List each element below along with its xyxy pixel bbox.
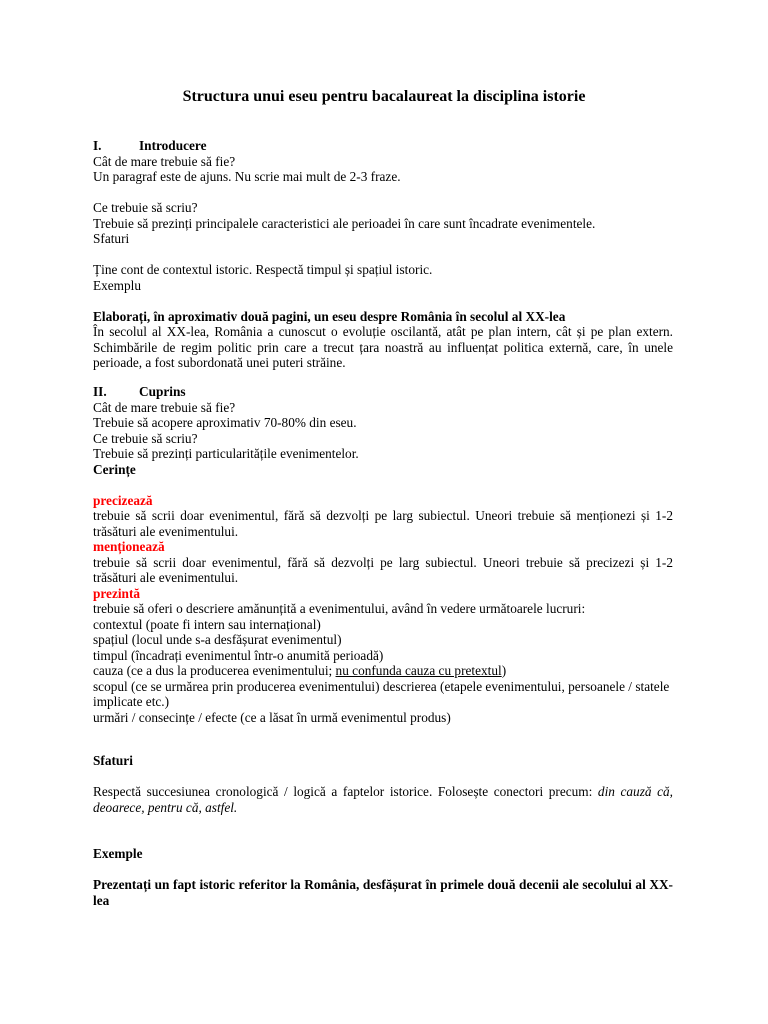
cause-closing: ): [501, 663, 507, 678]
section-body: [93, 384, 673, 725]
tips-connectors: din cauză că, deoarece, pentru că, astfel.: [93, 784, 673, 815]
body-question-1: Cât de mare trebuie să fie?: [93, 399, 236, 415]
section-tips: [93, 753, 673, 815]
term-precizeaza-desc: trebuie să scrii doar evenimentul, fără să dezvolți pe larg subiectul. Uneori trebuie să menționezi și 1-2 trăsături ale evenimentului.: [93, 508, 673, 539]
term-prezinta: prezintă: [93, 585, 141, 601]
list-item-cause: [93, 663, 673, 679]
tips-text-main: Respectă succesiunea cronologică / logică a faptelor istorice. Folosește conectori precum:: [93, 784, 598, 799]
body-numeral: II.: [93, 384, 107, 399]
body-heading: [93, 384, 673, 400]
list-item-purpose: scopul (ce se urmărea prin producerea evenimentului) descrierea (etapele evenimentului, persoanele / statele implicate etc.): [93, 678, 670, 709]
examples-heading: Exemple: [93, 846, 143, 861]
examples-task: Prezentați un fapt istoric referitor la România, desfășurat în primele două decenii ale secolului al XX-lea: [93, 877, 673, 908]
list-item-context: contextul (poate fi intern sau internațional): [93, 616, 321, 632]
intro-numeral: I.: [93, 138, 102, 153]
list-item-consequences: urmări / consecințe / efecte (ce a lăsat în urmă evenimentul produs): [93, 709, 451, 725]
term-mentioneaza: menționează: [93, 539, 165, 554]
cause-underlined-text: nu confunda cauza cu pretextul: [335, 663, 502, 678]
cause-text: cauza (ce a dus la producerea evenimentului;: [93, 663, 336, 678]
intro-heading: [93, 138, 673, 154]
section-introduction: [93, 138, 673, 371]
term-precizeaza: precizează: [93, 492, 153, 508]
intro-answer-2: Trebuie să prezinți principalele caracteristici ale perioadei în care sunt încadrate evenimentele.: [93, 215, 596, 231]
intro-example-text: În secolul al XX-lea, România a cunoscut o evoluție oscilantă, atât pe plan intern, cât și pe plan extern. Schimbările de regim politic prin care a trecut țara noastră au influențat politica externă, care, în unele perioade, a fost subordonată unei puteri străine.: [93, 324, 673, 370]
term-prezinta-desc: trebuie să oferi o descriere amănunțită a evenimentului, având în vedere următoarele lucruri:: [93, 601, 586, 616]
intro-example-title: Elaborați, în aproximativ două pagini, un eseu despre România în secolul al XX-lea: [93, 308, 566, 324]
tips-text: [93, 784, 673, 815]
section-examples: [93, 846, 673, 908]
intro-answer-1: Un paragraf este de ajuns. Nu scrie mai mult de 2-3 fraze.: [93, 169, 401, 184]
intro-heading-text: Introducere: [139, 138, 207, 153]
intro-question-2: Ce trebuie să scriu?: [93, 200, 198, 215]
requirements-heading: Cerințe: [93, 461, 136, 477]
intro-question-1: Cât de mare trebuie să fie?: [93, 153, 236, 169]
intro-example-label: Exemplu: [93, 277, 142, 293]
tips-heading: Sfaturi: [93, 753, 133, 768]
list-item-time: timpul (încadrați evenimentul într-o anumită perioadă): [93, 647, 384, 663]
body-heading-text: Cuprins: [139, 384, 186, 399]
body-answer-2: Trebuie să prezinți particularitățile evenimentelor.: [93, 446, 359, 461]
body-answer-1: Trebuie să acopere aproximativ 70-80% din eseu.: [93, 415, 357, 430]
list-item-space: spațiul (locul unde s-a desfășurat evenimentul): [93, 632, 342, 647]
term-mentioneaza-desc: trebuie să scrii doar evenimentul, fără să dezvolți pe larg subiectul. Uneori trebuie să precizezi și 1-2 trăsături ale evenimentului.: [93, 554, 673, 585]
intro-tips-label: Sfaturi: [93, 231, 130, 246]
document-title: Structura unui eseu pentru bacalaureat la disciplina istorie: [182, 88, 586, 105]
intro-tip-text: Ține cont de contextul istoric. Respectă timpul și spațiul istoric.: [93, 262, 433, 277]
body-question-2: Ce trebuie să scriu?: [93, 430, 198, 446]
